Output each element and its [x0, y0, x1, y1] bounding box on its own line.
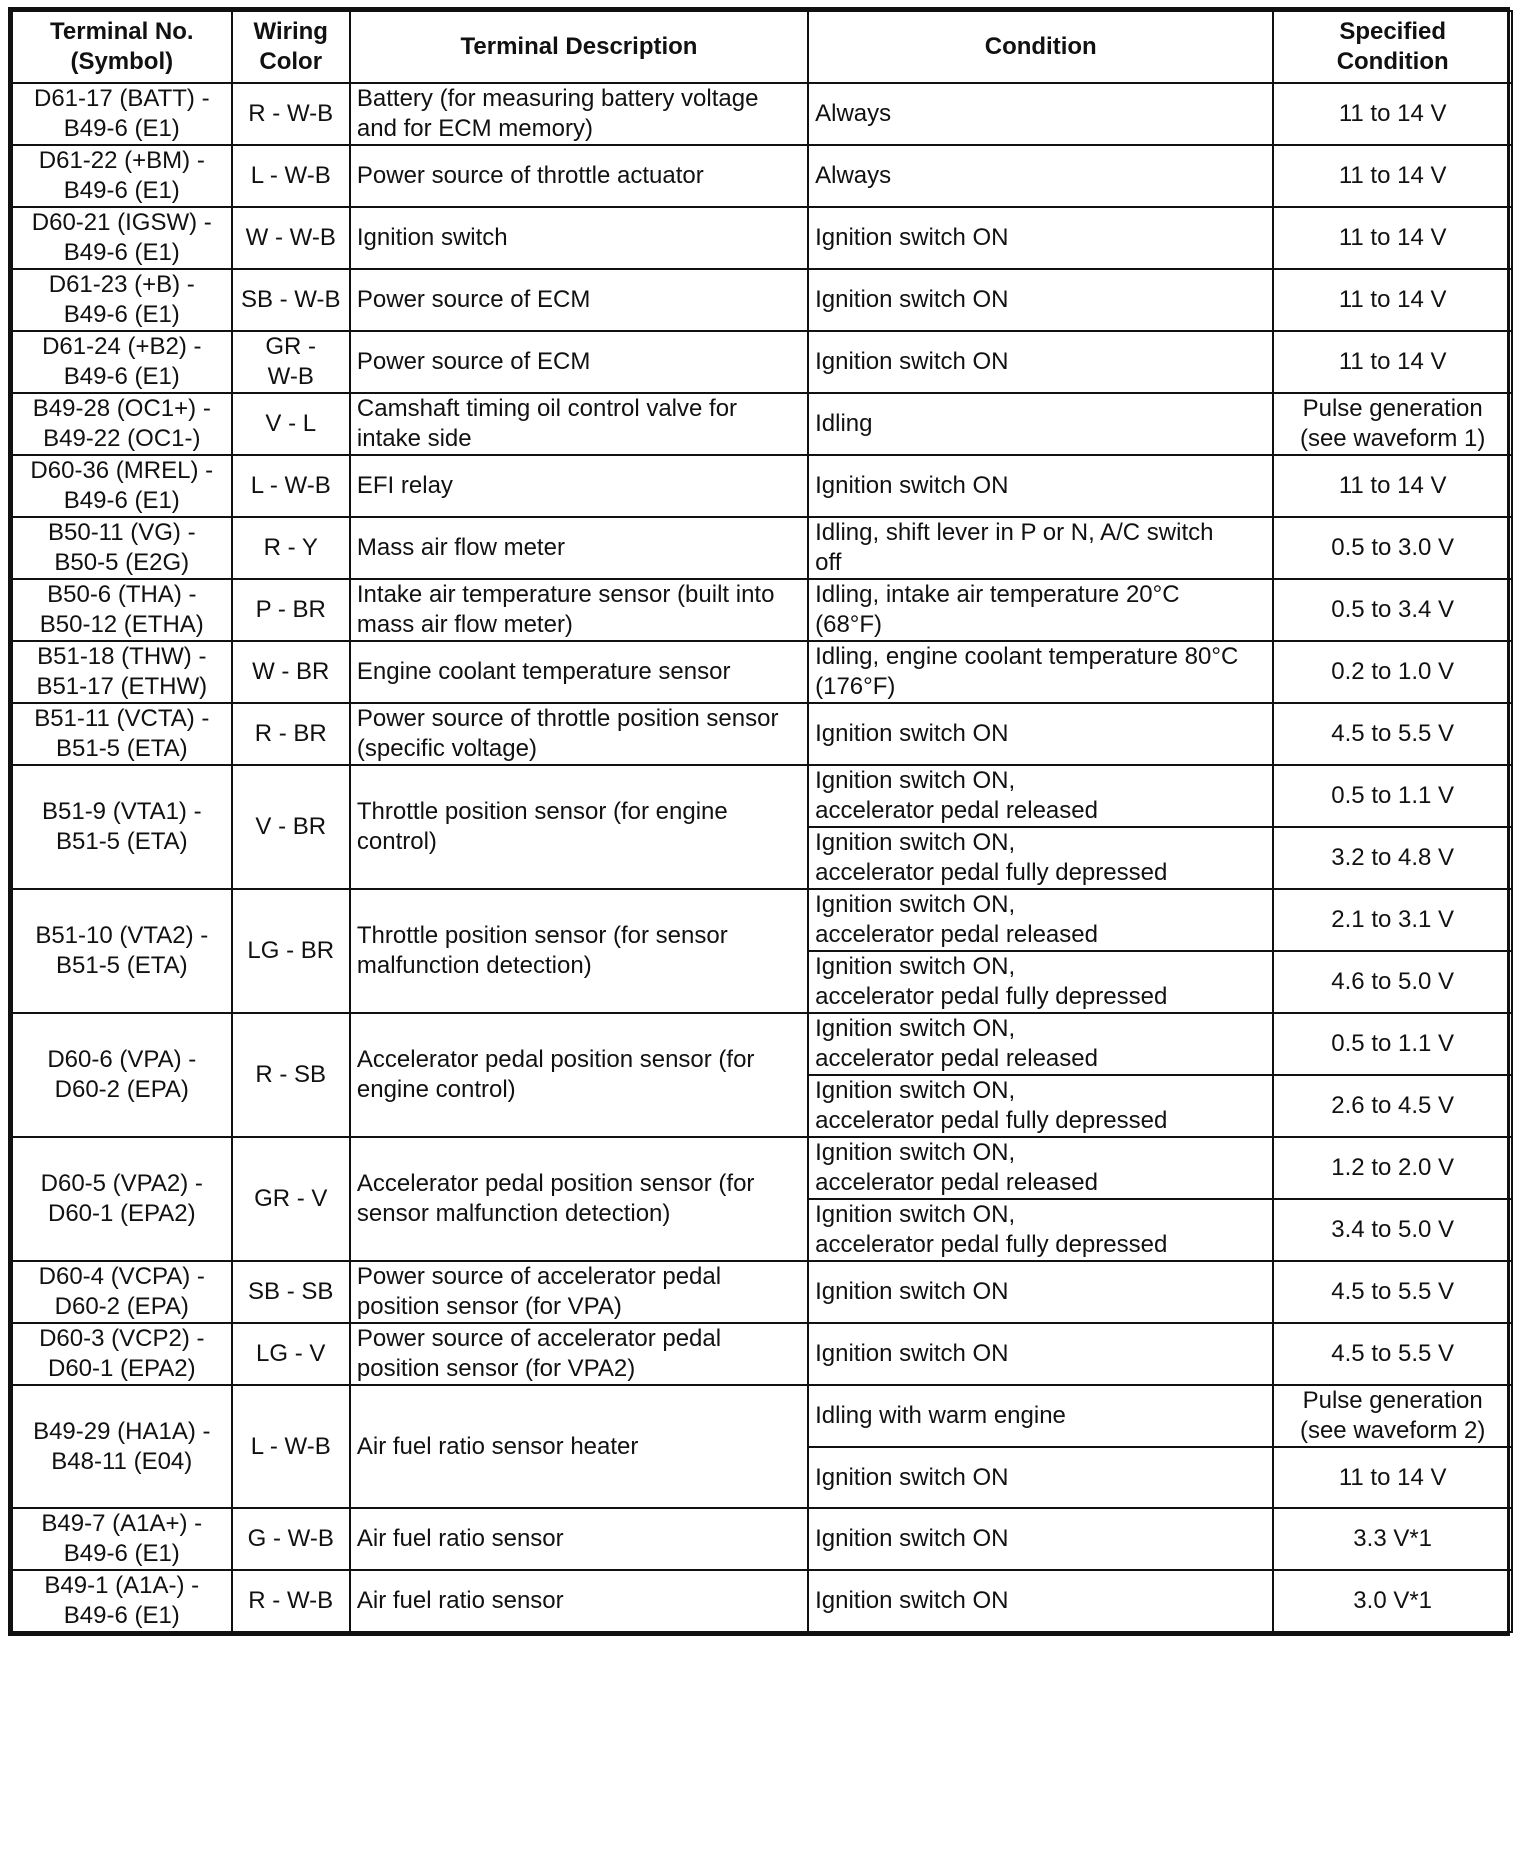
terminal-description-cell: Air fuel ratio sensor [350, 1508, 808, 1570]
condition-cell: Ignition switch ON [808, 703, 1273, 765]
condition-cell: Ignition switch ON, accelerator pedal fully depressed [808, 1075, 1273, 1137]
condition-cell: Idling, engine coolant temperature 80°C (176°F) [808, 641, 1273, 703]
terminal-description-cell: EFI relay [350, 455, 808, 517]
terminal-cell: D60-4 (VCPA) - D60-2 (EPA) [12, 1261, 232, 1323]
condition-cell: Ignition switch ON, accelerator pedal released [808, 1137, 1273, 1199]
terminal-description-cell: Throttle position sensor (for engine control) [350, 765, 808, 889]
wiring-color-cell: SB - SB [232, 1261, 350, 1323]
specified-condition-cell: 2.6 to 4.5 V [1273, 1075, 1512, 1137]
condition-cell: Ignition switch ON, accelerator pedal released [808, 765, 1273, 827]
terminal-description-cell: Mass air flow meter [350, 517, 808, 579]
specified-condition-cell: 11 to 14 V [1273, 269, 1512, 331]
specified-condition-cell: 0.5 to 3.4 V [1273, 579, 1512, 641]
condition-cell: Idling, shift lever in P or N, A/C switch off [808, 517, 1273, 579]
table-row [12, 517, 1512, 579]
table-body [12, 83, 1512, 1632]
specified-condition-cell: 0.2 to 1.0 V [1273, 641, 1512, 703]
terminal-description-cell: Accelerator pedal position sensor (for sensor malfunction detection) [350, 1137, 808, 1261]
condition-cell: Ignition switch ON [808, 331, 1273, 393]
terminal-cell: D60-3 (VCP2) - D60-1 (EPA2) [12, 1323, 232, 1385]
specified-condition-cell: 3.0 V*1 [1273, 1570, 1512, 1632]
specified-condition-cell: 11 to 14 V [1273, 1447, 1512, 1508]
terminal-cell: D61-17 (BATT) - B49-6 (E1) [12, 83, 232, 145]
condition-cell: Idling with warm engine [808, 1385, 1273, 1447]
wiring-color-cell: R - W-B [232, 83, 350, 145]
condition-cell: Idling, intake air temperature 20°C (68°F) [808, 579, 1273, 641]
wiring-color-cell: W - W-B [232, 207, 350, 269]
condition-cell: Ignition switch ON [808, 1508, 1273, 1570]
wiring-color-cell: R - W-B [232, 1570, 350, 1632]
condition-cell: Ignition switch ON [808, 1261, 1273, 1323]
table-row [12, 83, 1512, 145]
table-row [12, 393, 1512, 455]
specified-condition-cell: Pulse generation (see waveform 1) [1273, 393, 1512, 455]
specified-condition-cell: 11 to 14 V [1273, 331, 1512, 393]
condition-cell: Ignition switch ON, accelerator pedal fully depressed [808, 827, 1273, 889]
wiring-color-cell: LG - V [232, 1323, 350, 1385]
table-row [12, 1385, 1512, 1447]
condition-cell: Idling [808, 393, 1273, 455]
table-row [12, 1261, 1512, 1323]
terminal-table-frame [8, 7, 1510, 1636]
condition-cell: Ignition switch ON [808, 269, 1273, 331]
condition-cell: Ignition switch ON, accelerator pedal fully depressed [808, 1199, 1273, 1261]
specified-condition-cell: 4.5 to 5.5 V [1273, 1323, 1512, 1385]
table-row [12, 269, 1512, 331]
header-specified-condition: Specified Condition [1273, 11, 1512, 83]
terminal-cell: B49-1 (A1A-) - B49-6 (E1) [12, 1570, 232, 1632]
terminal-cell: B50-6 (THA) - B50-12 (ETHA) [12, 579, 232, 641]
condition-cell: Ignition switch ON, accelerator pedal released [808, 889, 1273, 951]
header-condition: Condition [808, 11, 1273, 83]
terminal-cell: D60-6 (VPA) - D60-2 (EPA) [12, 1013, 232, 1137]
terminal-cell: B51-10 (VTA2) - B51-5 (ETA) [12, 889, 232, 1013]
wiring-color-cell: V - BR [232, 765, 350, 889]
terminal-description-cell: Throttle position sensor (for sensor malfunction detection) [350, 889, 808, 1013]
terminal-description-cell: Intake air temperature sensor (built into mass air flow meter) [350, 579, 808, 641]
wiring-color-cell: G - W-B [232, 1508, 350, 1570]
condition-cell: Ignition switch ON [808, 1447, 1273, 1508]
terminal-description-cell: Power source of ECM [350, 269, 808, 331]
table-row [12, 145, 1512, 207]
terminal-description-cell: Air fuel ratio sensor heater [350, 1385, 808, 1508]
terminal-cell: B49-7 (A1A+) - B49-6 (E1) [12, 1508, 232, 1570]
terminal-cell: B49-29 (HA1A) - B48-11 (E04) [12, 1385, 232, 1508]
terminal-cell: D60-21 (IGSW) - B49-6 (E1) [12, 207, 232, 269]
wiring-color-cell: GR - W-B [232, 331, 350, 393]
condition-cell: Always [808, 145, 1273, 207]
condition-cell: Ignition switch ON, accelerator pedal fully depressed [808, 951, 1273, 1013]
terminal-cell: D61-24 (+B2) - B49-6 (E1) [12, 331, 232, 393]
condition-cell: Ignition switch ON [808, 455, 1273, 517]
specified-condition-cell: 11 to 14 V [1273, 455, 1512, 517]
terminal-description-cell: Accelerator pedal position sensor (for engine control) [350, 1013, 808, 1137]
wiring-color-cell: L - W-B [232, 145, 350, 207]
condition-cell: Ignition switch ON [808, 1323, 1273, 1385]
wiring-color-cell: R - SB [232, 1013, 350, 1137]
wiring-color-cell: P - BR [232, 579, 350, 641]
terminal-cell: D60-5 (VPA2) - D60-1 (EPA2) [12, 1137, 232, 1261]
wiring-color-cell: SB - W-B [232, 269, 350, 331]
specified-condition-cell: 4.6 to 5.0 V [1273, 951, 1512, 1013]
wiring-color-cell: W - BR [232, 641, 350, 703]
specified-condition-cell: 11 to 14 V [1273, 83, 1512, 145]
specified-condition-cell: 4.5 to 5.5 V [1273, 703, 1512, 765]
specified-condition-cell: 0.5 to 3.0 V [1273, 517, 1512, 579]
condition-cell: Always [808, 83, 1273, 145]
header-row [12, 11, 1512, 83]
terminal-cell: B49-28 (OC1+) - B49-22 (OC1-) [12, 393, 232, 455]
specified-condition-cell: 1.2 to 2.0 V [1273, 1137, 1512, 1199]
wiring-color-cell: L - W-B [232, 455, 350, 517]
table-row [12, 765, 1512, 827]
specified-condition-cell: 0.5 to 1.1 V [1273, 1013, 1512, 1075]
wiring-color-cell: L - W-B [232, 1385, 350, 1508]
table-row [12, 1570, 1512, 1632]
terminal-description-cell: Ignition switch [350, 207, 808, 269]
terminal-description-cell: Power source of accelerator pedal position sensor (for VPA) [350, 1261, 808, 1323]
terminal-description-cell: Battery (for measuring battery voltage and for ECM memory) [350, 83, 808, 145]
wiring-color-cell: R - Y [232, 517, 350, 579]
terminal-cell: D61-23 (+B) - B49-6 (E1) [12, 269, 232, 331]
condition-cell: Ignition switch ON [808, 1570, 1273, 1632]
specified-condition-cell: Pulse generation (see waveform 2) [1273, 1385, 1512, 1447]
terminal-cell: B51-18 (THW) - B51-17 (ETHW) [12, 641, 232, 703]
table-row [12, 331, 1512, 393]
terminal-description-cell: Power source of accelerator pedal position sensor (for VPA2) [350, 1323, 808, 1385]
table-row [12, 1137, 1512, 1199]
table-row [12, 703, 1512, 765]
specified-condition-cell: 11 to 14 V [1273, 145, 1512, 207]
wiring-color-cell: GR - V [232, 1137, 350, 1261]
table-row [12, 1508, 1512, 1570]
terminal-description-cell: Power source of throttle actuator [350, 145, 808, 207]
terminal-cell: D60-36 (MREL) - B49-6 (E1) [12, 455, 232, 517]
terminal-table [11, 10, 1513, 1633]
specified-condition-cell: 4.5 to 5.5 V [1273, 1261, 1512, 1323]
wiring-color-cell: V - L [232, 393, 350, 455]
terminal-cell: B50-11 (VG) - B50-5 (E2G) [12, 517, 232, 579]
specified-condition-cell: 3.4 to 5.0 V [1273, 1199, 1512, 1261]
table-row [12, 889, 1512, 951]
terminal-cell: B51-9 (VTA1) - B51-5 (ETA) [12, 765, 232, 889]
terminal-cell: B51-11 (VCTA) - B51-5 (ETA) [12, 703, 232, 765]
specified-condition-cell: 11 to 14 V [1273, 207, 1512, 269]
condition-cell: Ignition switch ON [808, 207, 1273, 269]
terminal-description-cell: Camshaft timing oil control valve for intake side [350, 393, 808, 455]
specified-condition-cell: 3.3 V*1 [1273, 1508, 1512, 1570]
table-row [12, 455, 1512, 517]
specified-condition-cell: 3.2 to 4.8 V [1273, 827, 1512, 889]
terminal-description-cell: Air fuel ratio sensor [350, 1570, 808, 1632]
table-row [12, 1013, 1512, 1075]
terminal-description-cell: Engine coolant temperature sensor [350, 641, 808, 703]
table-row [12, 579, 1512, 641]
table-row [12, 641, 1512, 703]
header-wiring-color: Wiring Color [232, 11, 350, 83]
terminal-description-cell: Power source of throttle position sensor (specific voltage) [350, 703, 808, 765]
specified-condition-cell: 2.1 to 3.1 V [1273, 889, 1512, 951]
wiring-color-cell: LG - BR [232, 889, 350, 1013]
condition-cell: Ignition switch ON, accelerator pedal released [808, 1013, 1273, 1075]
table-row [12, 207, 1512, 269]
terminal-cell: D61-22 (+BM) - B49-6 (E1) [12, 145, 232, 207]
header-terminal: Terminal No. (Symbol) [12, 11, 232, 83]
specified-condition-cell: 0.5 to 1.1 V [1273, 765, 1512, 827]
header-terminal-description: Terminal Description [350, 11, 808, 83]
terminal-description-cell: Power source of ECM [350, 331, 808, 393]
wiring-color-cell: R - BR [232, 703, 350, 765]
table-row [12, 1323, 1512, 1385]
